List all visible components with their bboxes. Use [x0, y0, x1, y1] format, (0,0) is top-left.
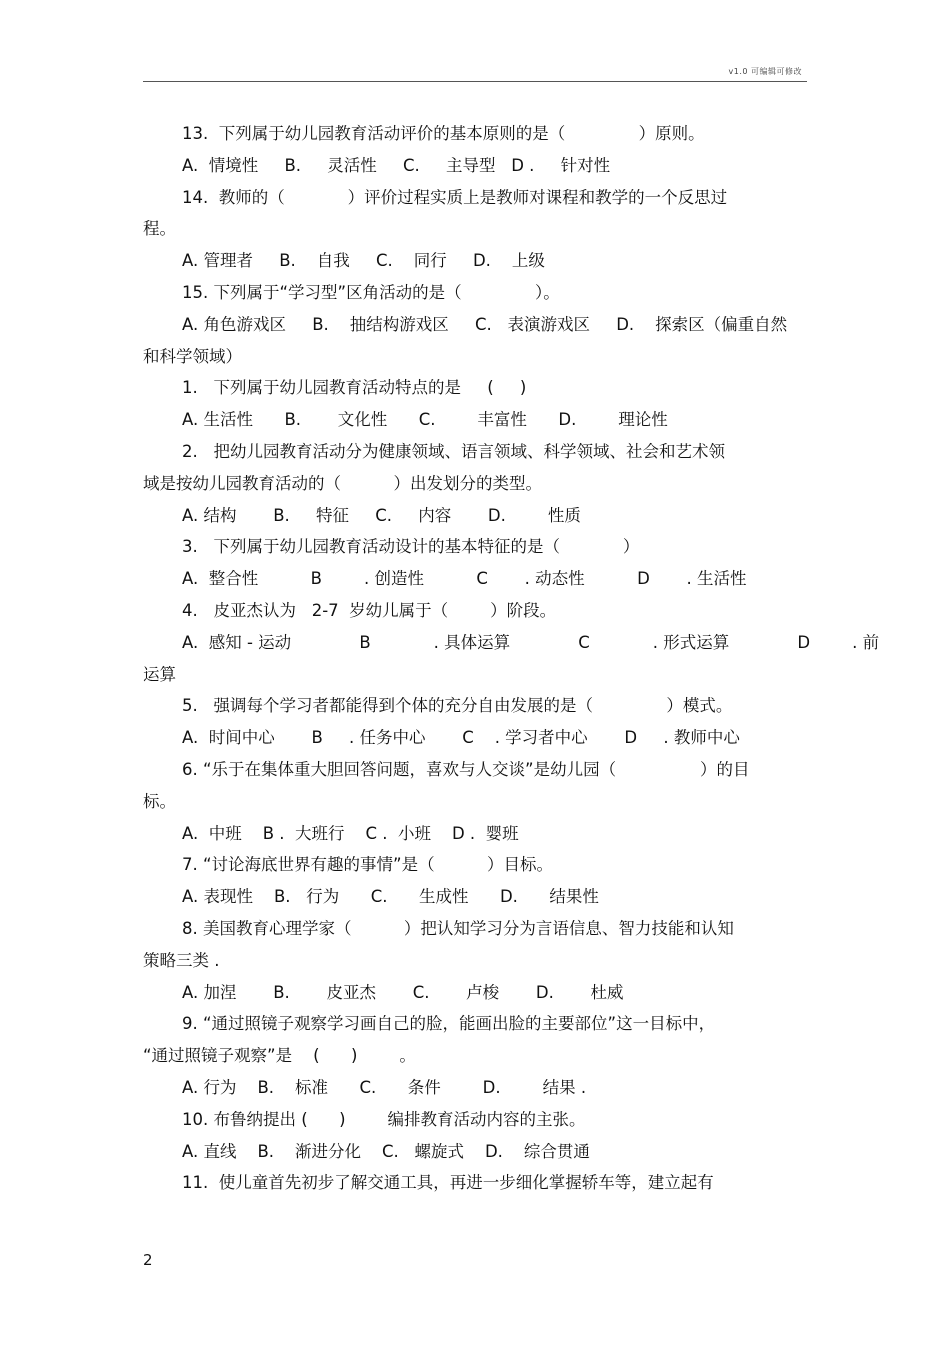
text-line: 程。 [143, 219, 176, 239]
text-line: 4. 皮亚杰认为 2-7 岁幼儿属于（ ）阶段。 [182, 600, 557, 620]
text-line: A. 表现性 B. 行为 C. 生成性 D. 结果性 [182, 887, 599, 907]
text-line: 10. 布鲁纳提出 ( ) 编排教育活动内容的主张。 [182, 1109, 586, 1129]
text-line: A. 整合性 B . 创造性 C . 动态性 D . 生活性 [182, 569, 747, 589]
text-line: A. 加涅 B. 皮亚杰 C. 卢梭 D. 杜威 [182, 982, 624, 1002]
text-line: A. 角色游戏区 B. 抽结构游戏区 C. 表演游戏区 D. 探索区（偏重自然 [182, 314, 788, 334]
header-rule [143, 81, 807, 82]
text-line: 7. “讨论海底世界有趣的事情”是（ ）目标。 [182, 855, 554, 875]
text-line: “通过照镜子观察”是 ( ) 。 [143, 1046, 416, 1066]
header-version-text: v1.0 可编辑可修改 [728, 67, 802, 76]
text-line: A. 生活性 B. 文化性 C. 丰富性 D. 理论性 [182, 410, 668, 430]
text-line: 9. “通过照镜子观察学习画自己的脸，能画出脸的主要部位”这一目标中， [182, 1014, 716, 1034]
text-line: 13. 下列属于幼儿园教育活动评价的基本原则的是（ ）原则。 [182, 124, 705, 143]
text-line: 和科学领域） [143, 346, 242, 366]
text-line: 3. 下列属于幼儿园教育活动设计的基本特征的是（ ） [182, 537, 640, 557]
text-line: A. 直线 B. 渐进分化 C. 螺旋式 D. 综合贯通 [182, 1141, 590, 1161]
text-line: 8. 美国教育心理学家（ ）把认知学习分为言语信息、智力技能和认知 [182, 918, 734, 938]
text-line: A. 管理者 B. 自我 C. 同行 D. 上级 [182, 251, 545, 271]
text-line: 运算 [143, 664, 176, 684]
text-line: 15. 下列属于“学习型”区角活动的是（ ）。 [182, 282, 560, 302]
text-line: 标。 [143, 791, 176, 811]
text-line: A. 感知 - 运动 B . 具体运算 C . 形式运算 D . 前 [182, 632, 880, 652]
text-line: 策略三类 . [143, 950, 220, 970]
text-line: 2. 把幼儿园教育活动分为健康领域、语言领域、科学领域、社会和艺术领 [182, 441, 725, 461]
text-line: 5. 强调每个学习者都能得到个体的充分自由发展的是（ ）模式。 [182, 696, 733, 716]
document-body [143, 118, 880, 1199]
page-number: 2 [143, 1251, 153, 1269]
text-line: A. 时间中心 B . 任务中心 C . 学习者中心 D . 教师中心 [182, 728, 740, 748]
text-line: 域是按幼儿园教育活动的（ ）出发划分的类型。 [143, 473, 542, 493]
text-line: 11. 使儿童首先初步了解交通工具，再进一步细化掌握轿车等，建立起有 [182, 1173, 714, 1193]
text-line: A. 行为 B. 标准 C. 条件 D. 结果 . [182, 1077, 587, 1097]
text-line: A. 结构 B. 特征 C. 内容 D. 性质 [182, 505, 581, 525]
text-line: A. 中班 B . 大班行 C . 小班 D . 婴班 [182, 823, 519, 843]
text-line: A. 情境性 B. 灵活性 C. 主导型 D . 针对性 [182, 155, 611, 175]
text-line: 1. 下列属于幼儿园教育活动特点的是 ( ) [182, 378, 527, 398]
text-line: 6. “乐于在集体重大胆回答问题，喜欢与人交谈”是幼儿园（ ）的目 [182, 759, 750, 779]
text-line: 14. 教师的（ ）评价过程实质上是教师对课程和教学的一个反思过 [182, 187, 728, 207]
